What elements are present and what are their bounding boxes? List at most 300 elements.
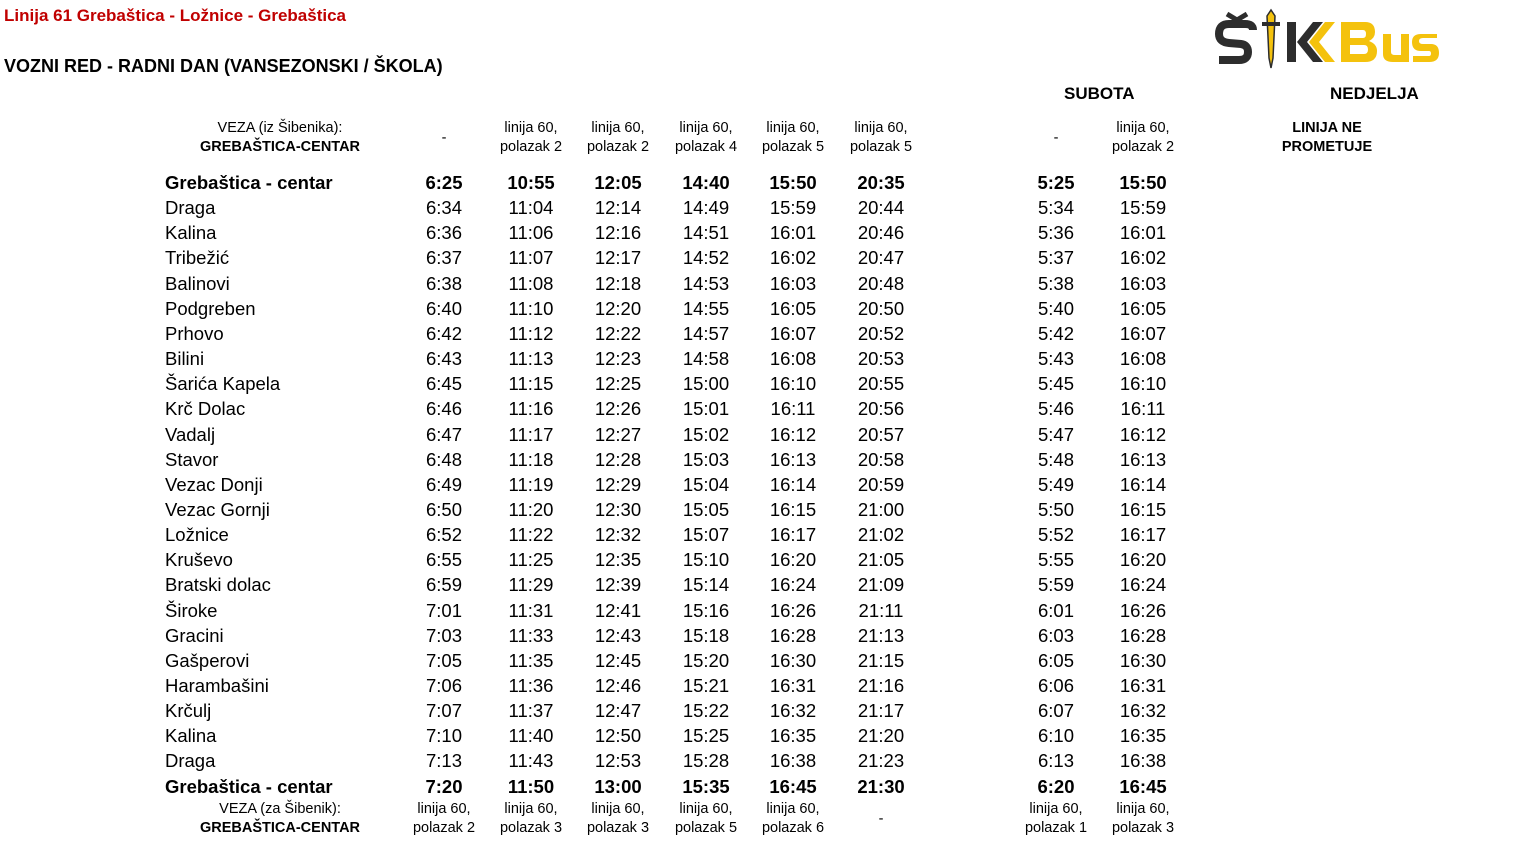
weekday-departure-time: 20:35 <box>857 172 905 193</box>
table-row <box>0 371 1522 396</box>
veza-top-saturday-cell-line: linija 60, <box>1116 120 1170 136</box>
stop-name: Stavor <box>165 448 219 470</box>
stop-name: Kruševo <box>165 549 233 571</box>
saturday-departure-time: 16:15 <box>1119 498 1167 520</box>
table-row <box>0 170 1522 195</box>
saturday-header: SUBOTA <box>1064 84 1135 103</box>
veza-bottom-saturday-cell-line: linija 60, <box>1029 801 1083 817</box>
weekday-departure-time: 7:10 <box>425 725 462 747</box>
sunday-not-operating-note <box>1257 119 1397 157</box>
weekday-departure-time: 15:04 <box>682 473 730 495</box>
weekday-departure-time: 11:22 <box>508 524 554 546</box>
veza-top-weekday-cell-line: polazak 2 <box>586 139 650 155</box>
weekday-departure-time: 12:47 <box>594 700 642 722</box>
weekday-departure-time: 20:48 <box>857 272 905 294</box>
weekday-departure-time: 11:06 <box>508 222 554 244</box>
weekday-departure-time: 21:00 <box>857 498 905 520</box>
weekday-departure-time: 7:03 <box>425 624 462 646</box>
veza-top-weekday-cell <box>575 119 661 157</box>
weekday-departure-time: 14:53 <box>682 272 730 294</box>
table-row <box>0 195 1522 220</box>
saturday-departure-time: 5:52 <box>1037 524 1074 546</box>
saturday-departure-time: 6:01 <box>1037 599 1074 621</box>
weekday-departure-time: 16:35 <box>769 725 817 747</box>
saturday-departure-time: 16:26 <box>1119 599 1167 621</box>
weekday-departure-time: 15:21 <box>682 675 730 696</box>
veza-bottom-weekday-cell <box>488 800 574 838</box>
weekday-departure-time: 16:05 <box>769 297 817 319</box>
weekday-departure-time: 16:38 <box>769 750 817 772</box>
weekday-departure-time: 20:56 <box>857 398 905 420</box>
table-row <box>0 723 1522 748</box>
weekday-departure-time: 15:10 <box>682 549 730 571</box>
veza-top-weekday-cell <box>663 119 749 157</box>
weekday-departure-time: 11:08 <box>508 272 554 294</box>
weekday-departure-time: 14:55 <box>682 297 730 319</box>
saturday-departure-time: 5:40 <box>1037 297 1074 319</box>
weekday-departure-time: 15:07 <box>682 524 730 546</box>
veza-top-weekday-cell-line: linija 60, <box>679 120 733 136</box>
table-row <box>0 447 1522 472</box>
saturday-departure-time: 6:05 <box>1037 649 1074 671</box>
table-row <box>0 497 1522 522</box>
weekday-departure-time: 21:05 <box>857 549 905 571</box>
weekday-departure-time: 11:35 <box>508 649 554 671</box>
weekday-departure-time: 12:17 <box>594 247 642 269</box>
veza-top-weekday-cell-line: linija 60, <box>766 120 820 136</box>
table-row <box>0 748 1522 773</box>
table-row <box>0 321 1522 346</box>
weekday-departure-time: 6:36 <box>425 222 462 244</box>
saturday-departure-time: 16:32 <box>1119 700 1167 722</box>
veza-bottom-weekday-cell <box>750 800 836 838</box>
weekday-departure-time: 11:19 <box>508 473 554 495</box>
saturday-departure-time: 5:50 <box>1037 498 1074 520</box>
weekday-departure-time: 15:59 <box>769 197 817 219</box>
weekday-departure-time: 6:40 <box>425 297 462 319</box>
weekday-departure-time: 6:43 <box>425 348 462 370</box>
weekday-departure-time: 16:10 <box>769 373 817 395</box>
veza-top-weekday-cell-line: linija 60, <box>854 120 908 136</box>
saturday-departure-time: 16:08 <box>1119 348 1167 370</box>
saturday-departure-time: 16:35 <box>1119 725 1167 747</box>
veza-bottom-label <box>160 800 400 838</box>
weekday-departure-time: 20:52 <box>857 322 905 344</box>
stop-name: Ložnice <box>165 524 229 546</box>
saturday-departure-time: 16:45 <box>1119 775 1167 797</box>
stop-name: Grebaštica - centar <box>165 775 333 797</box>
weekday-departure-time: 6:38 <box>425 272 462 294</box>
weekday-departure-time: 20:59 <box>857 473 905 495</box>
stop-name: Vadalj <box>165 423 216 445</box>
veza-top-saturday-cell <box>1013 119 1099 157</box>
weekday-departure-time: 11:37 <box>508 700 554 722</box>
weekday-departure-time: 15:14 <box>682 574 730 596</box>
weekday-departure-time: 16:07 <box>769 322 817 344</box>
stop-name: Vezac Donji <box>165 473 263 495</box>
weekday-departure-time: 12:50 <box>594 725 642 747</box>
weekday-departure-time: 14:49 <box>682 197 730 219</box>
weekday-departure-time: 16:02 <box>769 247 817 269</box>
saturday-departure-time: 6:10 <box>1037 725 1074 747</box>
table-row <box>0 698 1522 723</box>
saturday-departure-time: 5:42 <box>1037 322 1074 344</box>
weekday-departure-time: 11:16 <box>508 398 554 420</box>
saturday-departure-time: 5:48 <box>1037 448 1074 470</box>
weekday-departure-time: 7:05 <box>425 649 462 671</box>
weekday-departure-time: 11:04 <box>508 197 554 219</box>
veza-top-weekday-cell-line: polazak 2 <box>499 139 563 155</box>
saturday-departure-time: 16:31 <box>1119 675 1167 696</box>
veza-bottom-weekday-cell-line: linija 60, <box>504 801 558 817</box>
saturday-departure-time: 16:02 <box>1119 247 1167 269</box>
weekday-departure-time: 6:49 <box>425 473 462 495</box>
weekday-departure-time: 12:29 <box>594 473 642 495</box>
stop-name: Balinovi <box>165 272 230 294</box>
saturday-departure-time: 16:03 <box>1119 272 1167 294</box>
weekday-departure-time: 11:07 <box>508 247 554 269</box>
weekday-departure-time: 6:59 <box>425 574 462 596</box>
saturday-departure-time: 16:13 <box>1119 448 1167 470</box>
weekday-departure-time: 14:51 <box>682 222 730 244</box>
weekday-departure-time: 12:45 <box>594 649 642 671</box>
route-title: Linija 61 Grebaštica - Ložnice - Grebaštica <box>4 6 347 25</box>
weekday-departure-time: 6:46 <box>425 398 462 420</box>
table-row <box>0 673 1522 698</box>
weekday-departure-time: 16:15 <box>769 498 817 520</box>
weekday-departure-time: 11:20 <box>508 498 554 520</box>
veza-top-weekday-cell-line: linija 60, <box>504 120 558 136</box>
weekday-departure-time: 16:03 <box>769 272 817 294</box>
weekday-departure-time: 11:17 <box>508 423 554 445</box>
veza-top-weekday-cell-line: polazak 4 <box>674 139 738 155</box>
saturday-departure-time: 16:07 <box>1119 322 1167 344</box>
veza-top-weekday-cell-line: polazak 5 <box>849 139 913 155</box>
weekday-departure-time: 12:30 <box>594 498 642 520</box>
veza-bottom-weekday-cell-line: polazak 3 <box>499 820 563 836</box>
weekday-departure-time: 11:18 <box>508 448 554 470</box>
weekday-departure-time: 12:28 <box>594 448 642 470</box>
weekday-departure-time: 21:30 <box>857 775 905 797</box>
weekday-departure-time: 15:50 <box>769 172 817 193</box>
weekday-departure-time: 14:40 <box>682 172 730 193</box>
weekday-departure-time: 15:28 <box>682 750 730 772</box>
weekday-departure-time: 6:42 <box>425 322 462 344</box>
stop-name: Kalina <box>165 222 217 244</box>
saturday-departure-time: 5:45 <box>1037 373 1074 395</box>
weekday-departure-time: 21:02 <box>857 524 905 546</box>
stop-name: Prhovo <box>165 322 224 344</box>
table-row <box>0 774 1522 799</box>
table-row <box>0 271 1522 296</box>
weekday-departure-time: 12:23 <box>594 348 642 370</box>
veza-bottom-weekday-cell <box>575 800 661 838</box>
veza-bottom-saturday-cell <box>1100 800 1186 838</box>
weekday-departure-time: 12:25 <box>594 373 642 395</box>
table-row <box>0 396 1522 421</box>
veza-top-saturday-cell <box>1100 119 1186 157</box>
weekday-departure-time: 20:58 <box>857 448 905 470</box>
veza-bottom-weekday-cell-line: polazak 5 <box>674 820 738 836</box>
stop-name: Široke <box>165 599 218 621</box>
saturday-departure-time: 5:34 <box>1037 197 1074 219</box>
sunday-note-line2: PROMETUJE <box>1281 139 1373 155</box>
weekday-departure-time: 16:28 <box>769 624 817 646</box>
saturday-departure-time: 6:20 <box>1037 775 1075 797</box>
weekday-departure-time: 12:27 <box>594 423 642 445</box>
weekday-departure-time: 12:20 <box>594 297 642 319</box>
weekday-departure-time: 16:31 <box>769 675 817 696</box>
weekday-departure-time: 7:20 <box>425 775 463 797</box>
weekday-departure-time: 21:13 <box>857 624 905 646</box>
weekday-departure-time: 11:13 <box>508 348 554 370</box>
saturday-departure-time: 5:25 <box>1037 172 1075 193</box>
weekday-departure-time: 11:15 <box>508 373 554 395</box>
sunday-header: NEDJELJA <box>1330 84 1419 103</box>
weekday-departure-time: 11:36 <box>508 675 554 696</box>
veza-bottom-weekday-cell-line: polazak 3 <box>586 820 650 836</box>
veza-bottom-saturday-cell-line: linija 60, <box>1116 801 1170 817</box>
saturday-departure-time: 16:20 <box>1119 549 1167 571</box>
weekday-departure-time: 15:02 <box>682 423 730 445</box>
weekday-departure-time: 15:05 <box>682 498 730 520</box>
veza-bottom-weekday-cell-line: linija 60, <box>679 801 733 817</box>
weekday-departure-time: 20:44 <box>857 197 905 219</box>
weekday-departure-time: 15:25 <box>682 725 730 747</box>
saturday-departure-time: 16:10 <box>1119 373 1167 395</box>
weekday-departure-time: 6:37 <box>425 247 462 269</box>
saturday-departure-time: 5:46 <box>1037 398 1074 420</box>
weekday-departure-time: 20:46 <box>857 222 905 244</box>
stop-name: Gašperovi <box>165 649 250 671</box>
saturday-departure-time: 5:43 <box>1037 348 1074 370</box>
veza-bottom-saturday-cell <box>1013 800 1099 838</box>
weekday-departure-time: 20:53 <box>857 348 905 370</box>
saturday-departure-time: 16:01 <box>1119 222 1167 244</box>
saturday-departure-time: 5:38 <box>1037 272 1074 294</box>
veza-top-label-line2: GREBAŠTICA-CENTAR <box>199 139 361 155</box>
weekday-departure-time: 16:01 <box>769 222 817 244</box>
weekday-departure-time: 7:06 <box>425 675 462 696</box>
stop-name: Draga <box>165 750 216 772</box>
weekday-departure-time: 16:13 <box>769 448 817 470</box>
weekday-departure-time: 10:55 <box>507 172 555 193</box>
stop-name: Krč Dolac <box>165 398 246 420</box>
weekday-departure-time: 21:09 <box>857 574 905 596</box>
veza-top-weekday-cell <box>488 119 574 157</box>
weekday-departure-time: 15:03 <box>682 448 730 470</box>
stop-name: Gracini <box>165 624 224 646</box>
weekday-departure-time: 15:35 <box>682 775 730 797</box>
weekday-departure-time: 15:22 <box>682 700 730 722</box>
weekday-departure-time: 6:47 <box>425 423 462 445</box>
veza-top-label <box>160 119 400 157</box>
veza-bottom-weekday-cell <box>401 800 487 838</box>
veza-bottom-weekday-cell <box>838 800 924 838</box>
weekday-departure-time: 21:20 <box>857 725 905 747</box>
weekday-departure-time: 20:55 <box>857 373 905 395</box>
veza-top-weekday-cell-line: - <box>441 130 447 146</box>
weekday-departure-time: 12:05 <box>594 172 642 193</box>
table-row <box>0 547 1522 572</box>
weekday-departure-time: 12:53 <box>594 750 642 772</box>
weekday-departure-time: 21:17 <box>857 700 905 722</box>
weekday-departure-time: 11:10 <box>508 297 554 319</box>
table-row <box>0 522 1522 547</box>
table-row <box>0 245 1522 270</box>
table-row <box>0 346 1522 371</box>
weekday-departure-time: 12:16 <box>594 222 642 244</box>
weekday-departure-time: 12:41 <box>594 599 642 621</box>
stop-name: Podgreben <box>165 297 256 319</box>
saturday-departure-time: 5:47 <box>1037 423 1074 445</box>
table-row <box>0 472 1522 497</box>
weekday-departure-time: 11:43 <box>508 750 554 772</box>
weekday-departure-time: 20:57 <box>857 423 905 445</box>
weekday-departure-time: 11:33 <box>508 624 554 646</box>
table-row <box>0 623 1522 648</box>
table-row <box>0 598 1522 623</box>
saturday-departure-time: 6:13 <box>1037 750 1074 772</box>
stop-name: Bratski dolac <box>165 574 271 596</box>
weekday-departure-time: 14:52 <box>682 247 730 269</box>
saturday-departure-time: 15:50 <box>1119 172 1167 193</box>
weekday-departure-time: 16:11 <box>770 398 816 420</box>
saturday-departure-time: 16:12 <box>1119 423 1167 445</box>
weekday-departure-time: 12:32 <box>594 524 642 546</box>
table-row <box>0 220 1522 245</box>
weekday-departure-time: 16:17 <box>769 524 817 546</box>
weekday-departure-time: 16:26 <box>769 599 817 621</box>
veza-bottom-weekday-cell-line: linija 60, <box>417 801 471 817</box>
weekday-departure-time: 16:30 <box>769 649 817 671</box>
weekday-departure-time: 6:45 <box>425 373 462 395</box>
saturday-departure-time: 5:49 <box>1037 473 1074 495</box>
weekday-departure-time: 11:31 <box>508 599 554 621</box>
veza-top-weekday-cell <box>401 119 487 157</box>
weekday-departure-time: 12:39 <box>594 574 642 596</box>
veza-bottom-weekday-cell-line: polazak 2 <box>412 820 476 836</box>
saturday-departure-time: 16:28 <box>1119 624 1167 646</box>
weekday-departure-time: 6:34 <box>425 197 462 219</box>
weekday-departure-time: 16:24 <box>769 574 817 596</box>
veza-bottom-weekday-cell-line: linija 60, <box>591 801 645 817</box>
veza-top-weekday-cell-line: linija 60, <box>591 120 645 136</box>
weekday-departure-time: 16:32 <box>769 700 817 722</box>
weekday-departure-time: 6:48 <box>425 448 462 470</box>
weekday-departure-time: 16:08 <box>769 348 817 370</box>
stop-name: Krčulj <box>165 700 212 722</box>
saturday-departure-time: 6:06 <box>1037 675 1074 696</box>
weekday-departure-time: 16:14 <box>769 473 817 495</box>
weekday-departure-time: 7:01 <box>425 599 462 621</box>
veza-bottom-label-line1: VEZA (za Šibenik): <box>219 801 341 817</box>
table-row <box>0 648 1522 673</box>
veza-bottom-saturday-cell-line: polazak 3 <box>1111 820 1175 836</box>
weekday-departure-time: 7:13 <box>425 750 462 772</box>
veza-bottom-weekday-cell <box>663 800 749 838</box>
weekday-departure-time: 15:20 <box>682 649 730 671</box>
weekday-departure-time: 15:00 <box>682 373 730 395</box>
stop-name: Harambašini <box>165 675 269 696</box>
veza-top-label-line1: VEZA (iz Šibenika): <box>217 120 343 136</box>
veza-bottom-label-line2: GREBAŠTICA-CENTAR <box>199 820 361 836</box>
document-title: VOZNI RED - RADNI DAN (VANSEZONSKI / ŠKOLA) <box>4 56 443 76</box>
weekday-departure-time: 6:50 <box>425 498 462 520</box>
saturday-departure-time: 16:11 <box>1120 398 1166 420</box>
weekday-departure-time: 20:47 <box>857 247 905 269</box>
weekday-departure-time: 15:18 <box>682 624 730 646</box>
veza-top-weekday-cell <box>838 119 924 157</box>
veza-bottom-saturday-cell-line: polazak 1 <box>1024 820 1088 836</box>
stop-name: Bilini <box>165 348 205 370</box>
veza-top-saturday-cell-line: polazak 2 <box>1111 139 1175 155</box>
stop-name: Vezac Gornji <box>165 498 270 520</box>
weekday-departure-time: 21:23 <box>857 750 905 772</box>
saturday-departure-time: 5:36 <box>1037 222 1074 244</box>
saturday-departure-time: 16:38 <box>1119 750 1167 772</box>
weekday-departure-time: 15:16 <box>682 599 730 621</box>
stop-name: Tribežić <box>165 247 230 269</box>
weekday-departure-time: 12:22 <box>594 322 642 344</box>
weekday-departure-time: 6:52 <box>425 524 462 546</box>
saturday-departure-time: 15:59 <box>1119 197 1167 219</box>
weekday-departure-time: 12:14 <box>594 197 642 219</box>
weekday-departure-time: 12:43 <box>594 624 642 646</box>
weekday-departure-time: 6:55 <box>425 549 462 571</box>
veza-bottom-weekday-cell-line: linija 60, <box>766 801 820 817</box>
weekday-departure-time: 12:46 <box>594 675 642 696</box>
veza-bottom-weekday-cell-line: - <box>878 811 884 827</box>
saturday-departure-time: 5:37 <box>1037 247 1074 269</box>
weekday-departure-time: 11:29 <box>508 574 554 596</box>
weekday-departure-time: 21:16 <box>857 675 905 696</box>
table-row <box>0 422 1522 447</box>
saturday-departure-time: 16:14 <box>1119 473 1167 495</box>
weekday-departure-time: 16:45 <box>769 775 817 797</box>
saturday-departure-time: 16:05 <box>1119 297 1167 319</box>
weekday-departure-time: 11:50 <box>507 775 555 797</box>
stop-name: Šarića Kapela <box>165 373 281 395</box>
weekday-departure-time: 14:57 <box>682 322 730 344</box>
weekday-departure-time: 12:18 <box>594 272 642 294</box>
weekday-departure-time: 6:25 <box>425 172 463 193</box>
saturday-departure-time: 6:03 <box>1037 624 1074 646</box>
weekday-departure-time: 12:26 <box>594 398 642 420</box>
table-row <box>0 572 1522 597</box>
saturday-departure-time: 5:55 <box>1037 549 1074 571</box>
weekday-departure-time: 16:12 <box>769 423 817 445</box>
weekday-departure-time: 11:40 <box>508 725 554 747</box>
weekday-departure-time: 21:11 <box>858 599 904 621</box>
veza-top-saturday-cell-line: - <box>1053 130 1059 146</box>
saturday-departure-time: 16:24 <box>1119 574 1167 596</box>
sunday-note-line1: LINIJA NE <box>1292 120 1362 136</box>
saturday-departure-time: 16:17 <box>1119 524 1167 546</box>
veza-top-weekday-cell <box>750 119 836 157</box>
stop-name: Grebaštica - centar <box>165 172 333 193</box>
weekday-departure-time: 11:25 <box>508 549 554 571</box>
weekday-departure-time: 11:12 <box>508 322 554 344</box>
weekday-departure-time: 14:58 <box>682 348 730 370</box>
saturday-departure-time: 6:07 <box>1037 700 1074 722</box>
saturday-departure-time: 16:30 <box>1119 649 1167 671</box>
weekday-departure-time: 16:20 <box>769 549 817 571</box>
stop-name: Draga <box>165 197 216 219</box>
table-row <box>0 296 1522 321</box>
veza-top-weekday-cell-line: polazak 5 <box>761 139 825 155</box>
veza-bottom-weekday-cell-line: polazak 6 <box>761 820 825 836</box>
